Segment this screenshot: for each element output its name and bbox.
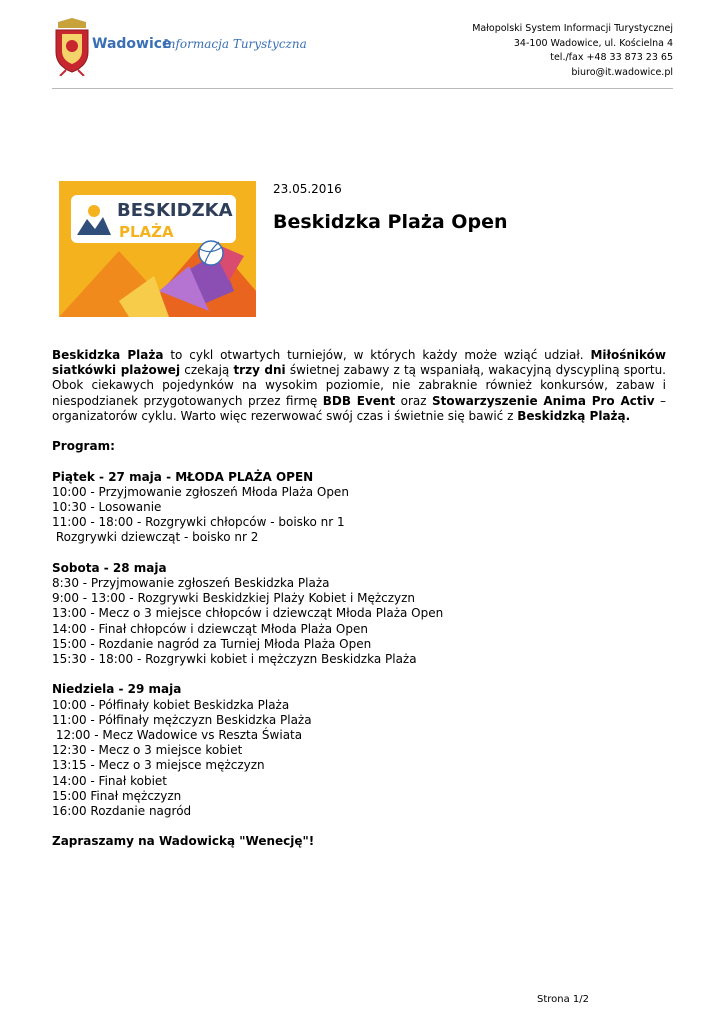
page-header [52,18,673,88]
schedule-item: 12:30 - Mecz o 3 miejsce kobiet [52,743,243,758]
schedule-item: 14:00 - Finał kobiet [52,773,167,788]
schedule-item: 11:00 - Półfinały mężczyzn Beskidzka Plaża [52,712,312,727]
contact-email[interactable]: biuro@it.wadowice.pl [571,66,673,78]
closing-invitation: Zapraszamy na Wadowicką "Wenecję"! [52,834,315,849]
intro-bold-5: Stowarzyszenie Anima Pro Activ [432,393,655,408]
schedule-item: Rozgrywki dziewcząt - boisko nr 2 [52,530,259,545]
schedule-item: 10:00 - Przyjmowanie zgłoszeń Młoda Plaża Open [52,484,349,499]
schedule-item: 12:00 - Mecz Wadowice vs Reszta Świata [52,728,303,743]
schedule-item: 15:30 - 18:00 - Rozgrywki kobiet i mężczyzn Beskidzka Plaża [52,652,417,667]
banner-line1: BESKIDZKA [117,200,233,221]
header-divider [52,88,673,89]
schedule-item: 10:30 - Losowanie [52,500,162,514]
intro-bold-6: Beskidzką Plażą. [517,408,631,423]
article-body [52,348,666,850]
intro-text-4: oraz [395,393,432,408]
intro-text-5: – organizatorów cyklu. Warto więc rezerwować swój czas i świetnie się bawić z [52,393,666,423]
banner-line2: PLAŻA [119,223,174,241]
intro-bold-3: trzy dni [233,363,286,378]
intro-bold-1: Beskidzka Plaża [52,348,164,362]
contact-phone: tel./fax +48 33 873 23 65 [550,52,673,63]
schedule-item: 11:00 - 18:00 - Rozgrywki chłopców - boisko nr 1 [52,515,345,530]
event-banner-image [59,181,256,317]
day-heading-friday: Piątek - 27 maja - MŁODA PLAŻA OPEN [52,469,314,484]
schedule-item: 8:30 - Przyjmowanie zgłoszeń Beskidzka Plaża [52,576,330,590]
contact-address: 34-100 Wadowice, ul. Kościelna 4 [513,37,673,49]
intro-text-1: to cykl otwartych turniejów, w których każdy może wziąć udział. [163,348,591,362]
intro-text-3: świetnej zabawy z tą wspaniałą, wakacyjną dyscypliną sportu. Obok ciekawych pojedynków na wysokim poziomie, nie zabraknie również konkursów, zabaw i niespodzianek przygotowanych przez firmę [52,363,666,408]
schedule-item: 10:00 - Półfinały kobiet Beskidzka Plaża [52,697,290,712]
logo-subtitle: Informacja Turystyczna [163,37,307,51]
logo-wordmark: Wadowice [92,36,172,52]
schedule-item: 13:00 - Mecz o 3 miejsce chłopców i dziewcząt Młoda Plaża Open [52,606,444,621]
contact-block [472,22,673,80]
article-title: Beskidzka Plaża Open [273,211,508,233]
schedule-item: 9:00 - 13:00 - Rozgrywki Beskidzkiej Plaży Kobiet i Mężczyzn [52,591,416,606]
page-number: Strona 1/2 [537,994,590,1005]
schedule-item: 16:00 Rozdanie nagród [52,804,192,819]
day-heading-sunday: Niedziela - 29 maja [52,682,182,697]
article-date: 23.05.2016 [273,182,342,196]
wadowice-crest-icon [52,18,92,76]
contact-org: Małopolski System Informacji Turystycznej [472,23,673,34]
schedule-item: 15:00 Finał mężczyzn [52,788,182,803]
intro-bold-2: Miłośników siatkówki plażowej [52,348,666,378]
schedule-item: 14:00 - Finał chłopców i dziewcząt Młoda Plaża Open [52,621,368,636]
program-label: Program: [52,439,115,454]
intro-bold-4: BDB Event [322,393,396,408]
day-heading-saturday: Sobota - 28 maja [52,560,167,575]
schedule-item: 13:15 - Mecz o 3 miejsce mężczyzn [52,758,265,773]
schedule-item: 15:00 - Rozdanie nagród za Turniej Młoda Plaża Open [52,636,372,651]
intro-text-2: czekają [180,363,234,378]
intro-paragraph [52,348,666,424]
